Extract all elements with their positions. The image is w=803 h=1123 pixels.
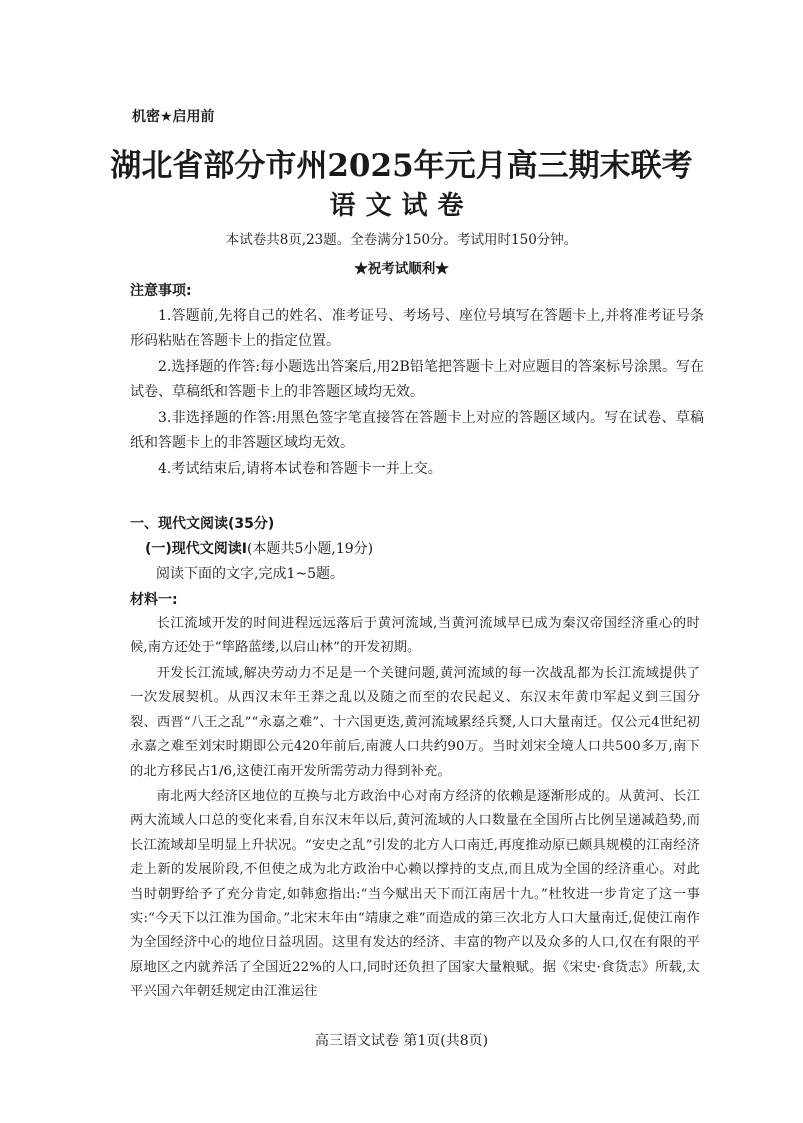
material-label: 材料一: — [130, 592, 178, 608]
notice-item: 3.非选择题的作答:用黑色签字笔直接答在答题卡上对应的答题区域内。写在试卷、草稿纸和答题卡上的非答题区域均无效。 — [130, 410, 704, 452]
page-footer: 高三语文试卷 第1页(共8页) — [314, 1033, 489, 1049]
notice-heading: 注意事项: — [130, 283, 192, 299]
article-paragraph: 开发长江流域,解决劳动力不足是一个关键问题,黄河流域的每一次战乱都为长江流域提供了一次发展契机。从西汉末年王莽之乱以及随之而至的农民起义、东汉末年黄巾军起义到三国分裂、西晋“八王之乱”“永嘉之难”、十六国更迭,黄河流域累经兵燹,人口大量南迁。仅公元4世纪初永嘉之难至刘宋时期即公元420年前后,南渡人口共约90万。当时刘宋全境人口共500多万,南下的北方移民占1/6,这使江南开发所需劳动力得到补充。 — [130, 666, 700, 779]
article-paragraph: 南北两大经济区地位的互换与北方政治中心对南方经济的依赖是逐渐形成的。从黄河、长江两大流域人口总的变化来看,自东汉末年以后,黄河流域的人口数量在全国所占比例呈递减趋势,而长江流域却呈明显上升状况。“安史之乱”引发的北方人口南迁,再度推动原已颇具规模的江南经济走上新的发展阶段,不但使之成为北方政治中心赖以撑持的支点,而且成为全国的经济重心。对此当时朝野给予了充分肯定,如韩愈指出:“当今赋出天下而江南居十九。”杜牧进一步肯定了这一事实:“今天下以江淮为国命。”北宋末年由“靖康之难”而造成的第三次北方人口大量南迁,促使江南作为全国经济中心的地位日益巩固。这里有发达的经济、丰富的物产以及众多的人口,仅在有限的平原地区之内就养活了全国近22%的人口,同时还负担了国家大量粮赋。据《宋史·食货志》所载,太平兴国六年朝廷规定由江淮运往 — [130, 789, 700, 1000]
subsection-title: (一)现代文阅读Ⅰ — [145, 541, 248, 557]
subsection-heading — [145, 538, 373, 558]
exam-subtitle: 语文试卷 — [329, 191, 474, 221]
exam-title: 湖北省部分市州2025年元月高三期末联考 — [110, 148, 693, 184]
section-heading: 一、现代文阅读(35分) — [130, 516, 275, 532]
notice-item: 4.考试结束后,请将本试卷和答题卡一并上交。 — [158, 461, 442, 477]
article-paragraph: 长江流域开发的时间进程远远落后于黄河流域,当黄河流域早已成为秦汉帝国经济重心的时候,南方还处于“筚路蓝缕,以启山林”的开发初期。 — [130, 616, 700, 656]
reading-instruction: 阅读下面的文字,完成1~5题。 — [156, 566, 344, 582]
subsection-note: (本题共5小题,19分) — [247, 541, 374, 557]
blessing-line: ★祝考试顺利★ — [354, 261, 449, 277]
exam-info: 本试卷共8页,23题。全卷满分150分。考试用时150分钟。 — [225, 232, 578, 248]
notice-item: 2.选择题的作答:每小题选出答案后,用2B铅笔把答题卡上对应题目的答案标号涂黑。写在试卷、草稿纸和答题卡上的非答题区域均无效。 — [130, 359, 704, 401]
secret-label: 机密★启用前 — [132, 109, 215, 125]
notice-item: 1.答题前,先将自己的姓名、准考证号、考场号、座位号填写在答题卡上,并将准考证号条形码粘贴在答题卡上的指定位置。 — [130, 308, 704, 350]
